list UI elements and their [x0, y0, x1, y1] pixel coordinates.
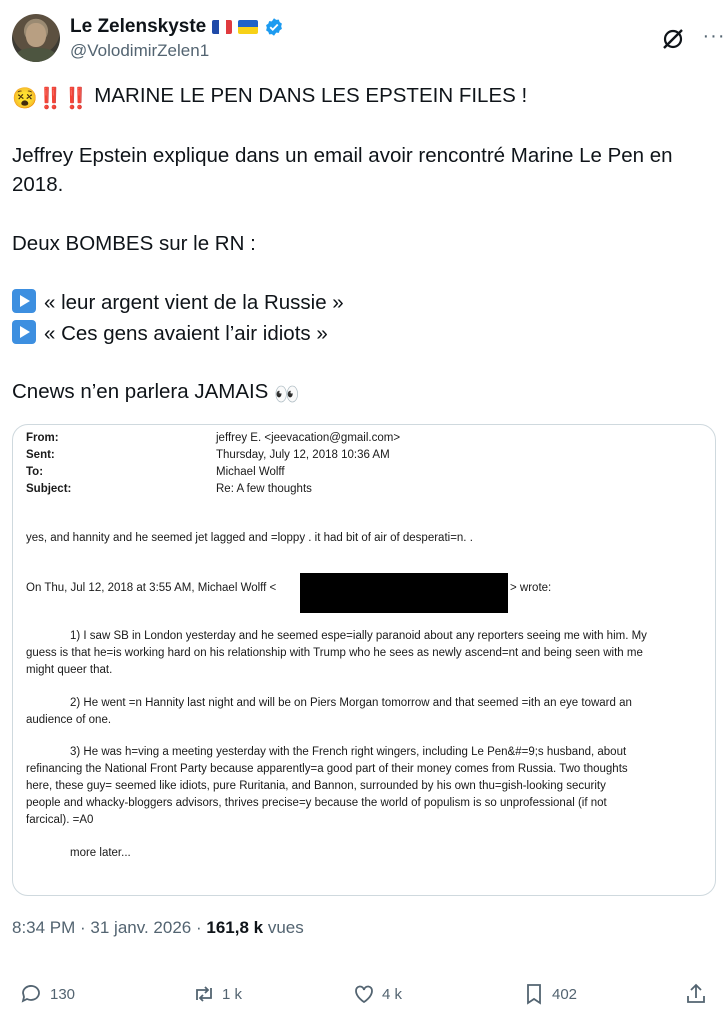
- email-p3-line1: 3) He was h=ving a meeting yesterday with the French right wingers, including Le Pen&#=9;s husband, about: [70, 746, 627, 758]
- repost-count: 1 k: [222, 985, 243, 1003]
- tweet-paragraph1-line2: 2018.: [12, 173, 64, 196]
- email-quote-intro-end: > wrote:: [510, 582, 552, 594]
- email-p3-line4: people and whacky-bloggers advisors, thrives precise=y because the world of populism is so unprofessional (if not: [26, 797, 607, 809]
- email-quote-intro: On Thu, Jul 12, 2018 at 3:55 AM, Michael Wolff <: [26, 582, 277, 594]
- email-reply-line: yes, and hannity and he seemed jet lagged and =loppy . it had bit of air of desperati=n. .: [26, 532, 473, 544]
- email-screenshot: [13, 425, 715, 895]
- bookmark-count: 402: [552, 985, 578, 1003]
- ukraine-flag-icon: [238, 20, 258, 34]
- like-count: 4 k: [382, 985, 403, 1003]
- email-subject-label: Subject:: [26, 483, 72, 495]
- tweet-closing: Cnews n’en parlera JAMAIS: [12, 380, 269, 403]
- tweet-closing-row: [12, 378, 717, 409]
- name-row: [70, 15, 284, 39]
- attached-image[interactable]: [12, 424, 716, 896]
- play-button-icon: [12, 289, 36, 313]
- tweet-meta: [12, 918, 304, 938]
- avatar-face: [26, 23, 46, 47]
- display-name[interactable]: Le Zelenskyste: [70, 16, 207, 37]
- email-p2-line1: 2) He went =n Hannity last night and will be on Piers Morgan tomorrow and that seemed =ith an eye toward an: [70, 697, 632, 709]
- email-p3-line3: here, these guy= seemed like idiots, pure Ruritania, and Bannon, surrounded by his own thu=gish-looking security: [26, 780, 606, 792]
- tweet-paragraph1-line1: Jeffrey Epstein explique dans un email avoir rencontré Marine Le Pen en: [12, 144, 673, 167]
- email-sent-value: Thursday, July 12, 2018 10:36 AM: [216, 449, 390, 461]
- tweet-header: [12, 12, 726, 66]
- tweet-headline-row: [12, 82, 717, 113]
- email-subject-value: Re: A few thoughts: [216, 483, 312, 495]
- france-flag-icon: [212, 20, 232, 34]
- email-more-later: more later...: [70, 847, 131, 859]
- views-label: vues: [263, 918, 304, 937]
- email-p1-line1: 1) I saw SB in London yesterday and he seemed espe=ially paranoid about any reporters seeing me with him. My: [70, 630, 647, 642]
- redaction-box: [300, 573, 508, 613]
- like-button[interactable]: [352, 982, 402, 1006]
- email-to-label: To:: [26, 466, 44, 478]
- repost-button[interactable]: [192, 982, 242, 1006]
- reply-count: 130: [50, 985, 76, 1003]
- views-count: 161,8 k: [206, 918, 264, 937]
- tweet-headline: MARINE LE PEN DANS LES EPSTEIN FILES !: [94, 84, 528, 107]
- meta-separator: ·: [75, 918, 91, 937]
- tweet-time[interactable]: 8:34 PM: [12, 918, 76, 937]
- bullet-item-1: [12, 289, 717, 317]
- email-to-value: Michael Wolff: [216, 466, 285, 478]
- email-sent-label: Sent:: [26, 449, 55, 461]
- avatar[interactable]: [12, 14, 60, 62]
- meta-separator: ·: [191, 918, 207, 937]
- action-bar: [12, 982, 717, 1012]
- eyes-emoji: 👀: [274, 383, 300, 406]
- user-handle[interactable]: @VolodimirZelen1: [70, 41, 210, 60]
- email-p3-line5: farcical). =A0: [26, 814, 94, 826]
- more-options-icon[interactable]: ···: [702, 25, 726, 47]
- bookmark-icon: [522, 982, 546, 1006]
- heart-icon: [352, 982, 376, 1006]
- bullet-text-2: « Ces gens avaient l’air idiots »: [44, 322, 328, 345]
- email-p3-line2: refinancing the National Front Party because apparently=a good part of their money comes from Russia. Two thoughts: [26, 763, 628, 775]
- email-from-label: From:: [26, 432, 59, 444]
- headline-emojis: 😵‼️‼️: [12, 87, 89, 110]
- reply-icon: [20, 982, 44, 1006]
- share-button[interactable]: [684, 982, 708, 1006]
- email-p1-line3: might queer that.: [26, 664, 113, 676]
- reply-button[interactable]: [20, 982, 75, 1006]
- share-icon: [684, 982, 708, 1006]
- grok-icon[interactable]: [660, 26, 686, 52]
- play-button-icon: [12, 320, 36, 344]
- verified-badge-icon: [264, 17, 284, 37]
- email-p2-line2: audience of one.: [26, 714, 112, 726]
- bullet-item-2: [12, 320, 717, 348]
- bookmark-button[interactable]: [522, 982, 577, 1006]
- tweet-paragraph2: Deux BOMBES sur le RN :: [12, 232, 256, 255]
- email-from-value: jeffrey E. <jeevacation@gmail.com>: [216, 432, 401, 444]
- avatar-shirt: [16, 48, 56, 62]
- email-p1-line2: guess is that he=is working hard on his relationship with Trump who he sees as newly ascend=nt and being seen with me: [26, 647, 643, 659]
- tweet-date[interactable]: 31 janv. 2026: [90, 918, 192, 937]
- repost-icon: [192, 982, 216, 1006]
- bullet-text-1: « leur argent vient de la Russie »: [44, 291, 344, 314]
